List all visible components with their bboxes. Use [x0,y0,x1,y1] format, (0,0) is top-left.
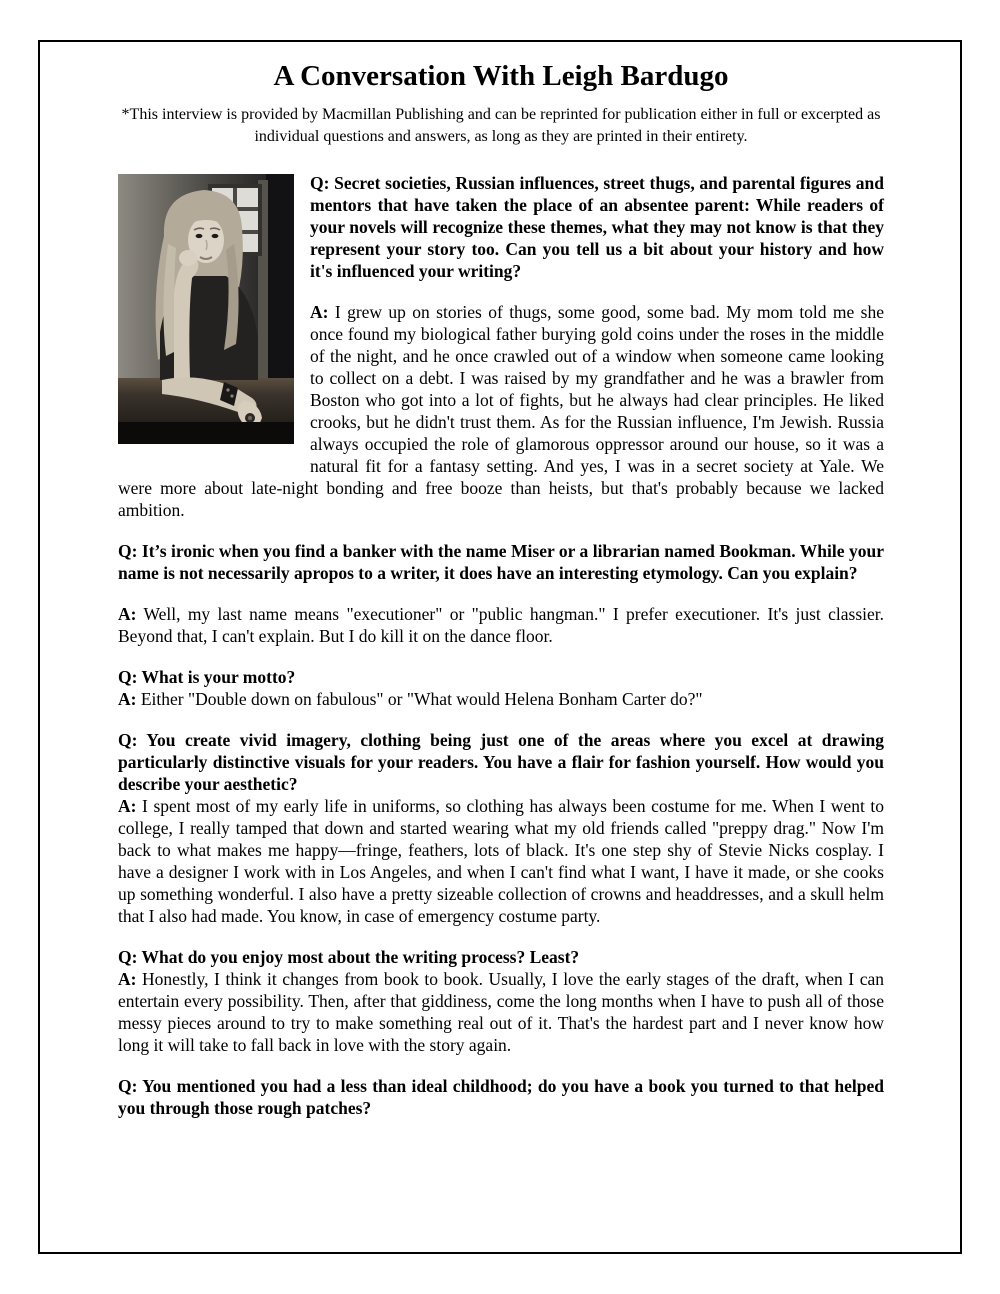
question-paragraph [118,666,884,688]
document-page [38,40,962,1254]
answer-label: A: [310,302,329,322]
question-paragraph [118,1075,884,1119]
answer-label: A: [118,604,137,624]
answer-label: A: [118,796,137,816]
question-label: Q: [310,173,330,193]
qa-group [118,1075,884,1119]
question-text: Secret societies, Russian influences, street thugs, and parental figures and mentors that have taken the place of an absentee parent: While readers of your novels will recognize these themes, what they may not know is that they represent your story too. Can you tell us a bit about your history and how it's influenced your writing? [310,173,884,281]
interview-body [118,172,884,1119]
question-text: You mentioned you had a less than ideal childhood; do you have a book you turned to that helped you through those rough patches? [118,1076,884,1118]
question-label: Q: [118,1076,138,1096]
answer-text: Well, my last name means "executioner" or "public hangman." I prefer executioner. It's just classier. Beyond that, I can't explain. But I do kill it on the dance floor. [118,604,885,646]
answer-text: Either "Double down on fabulous" or "What would Helena Bonham Carter do?" [140,689,703,709]
qa-group [118,946,884,1056]
answer-text: Honestly, I think it changes from book to book. Usually, I love the early stages of the draft, when I can entertain every possibility. Then, after that giddiness, come the long months when I have to push all of those messy pieces around to try to make something real out of it. That's the hardest part and I never know how long it will take to fall back in love with the story again. [118,969,884,1055]
question-text: What is your motto? [141,667,296,687]
answer-paragraph [118,968,884,1056]
question-label: Q: [118,730,138,750]
qa-group [118,729,884,927]
reprint-disclaimer: *This interview is provided by Macmillan Publishing and can be reprinted for publication either in full or excerpted as individual questions and answers, as long as they are printed in their entirety. [121,106,881,145]
question-label: Q: [118,541,138,561]
page-title: A Conversation With Leigh Bardugo [273,60,729,92]
question-text: What do you enjoy most about the writing process? Least? [141,947,580,967]
question-paragraph [118,729,884,795]
qa-group [118,540,884,647]
question-paragraph [118,540,884,584]
answer-label: A: [118,689,137,709]
answer-label: A: [118,969,137,989]
answer-paragraph [118,603,884,647]
author-photo [118,174,294,444]
question-label: Q: [118,947,138,967]
answer-paragraph [118,688,884,710]
question-label: Q: [118,667,138,687]
qa-group [118,666,884,710]
question-text: You create vivid imagery, clothing being just one of the areas where you excel at drawing particularly distinctive visuals for your readers. You have a flair for fashion yourself. How would you describe your aesthetic? [118,730,884,794]
answer-paragraph [118,795,884,927]
question-paragraph [118,946,884,968]
question-text: It’s ironic when you find a banker with the name Miser or a librarian named Bookman. While your name is not necessarily apropos to a writer, it does have an interesting etymology. Can you explain? [118,541,884,583]
answer-text: I grew up on stories of thugs, some good, some bad. My mom told me she once found my biological father burying gold coins under the roses in the middle of the night, and he once crawled out of a window when someone came looking to collect on a debt. I was raised by my grandfather and he was a brawler from Boston who got into a lot of fights, but he always had clear principles. He liked crooks, but he didn't trust them. As for the Russian influence, I'm Jewish. Russia always occupied the role of glamorous oppressor around our house, so it was a natural fit for a fantasy setting. And yes, I was in a secret society at Yale. We were more about late-night bonding and free booze than heists, but that's probably because we lacked ambition. [118,302,885,520]
answer-text: I spent most of my early life in uniforms, so clothing has always been costume for me. When I went to college, I really tamped that down and started wearing what my old friends called "preppy drag." Now I'm back to what makes me happy—fringe, feathers, lots of black. It's one step shy of Stevie Nicks cosplay. I have a designer I work with in Los Angeles, and when I can't find what I want, I have it made, or she cooks up something wonderful. I also have a pretty sizeable collection of crowns and headdresses, and a skull helm that I also had made. You know, in case of emergency costume party. [118,796,884,926]
